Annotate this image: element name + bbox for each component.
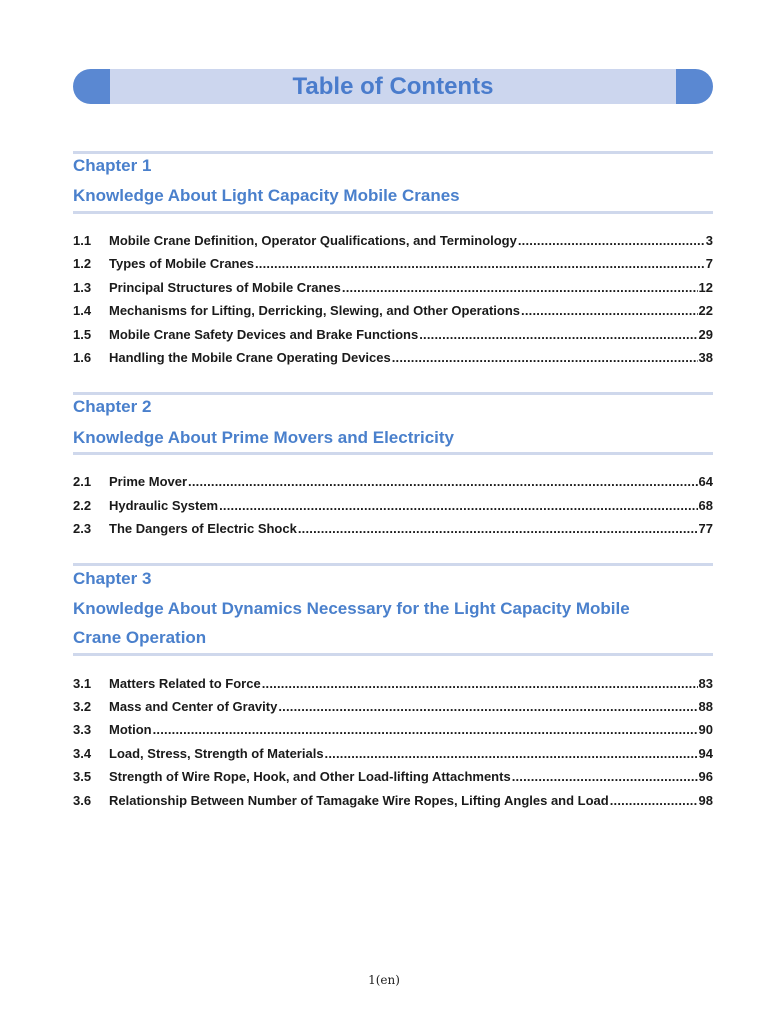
- entry-title: Mass and Center of Gravity: [109, 699, 278, 714]
- entry-page: 64: [698, 474, 713, 489]
- entry-title: Motion: [109, 722, 152, 737]
- entry-page: 29: [698, 327, 713, 342]
- chapter-3-heading: Chapter 3: [73, 569, 152, 588]
- toc-entry-2-3[interactable]: [73, 521, 713, 541]
- chapter-2-bottom-rule: [73, 452, 713, 455]
- page-title: Table of Contents: [292, 73, 494, 100]
- entry-page: 96: [698, 769, 713, 784]
- toc-entry-1-5[interactable]: [73, 327, 713, 347]
- dot-leader: [262, 676, 698, 691]
- chapter-3-subtitle-line-2: Crane Operation: [73, 628, 207, 647]
- entry-number: 3.4: [73, 746, 92, 761]
- dot-leader: [610, 793, 698, 808]
- toc-entry-1-3[interactable]: [73, 280, 713, 300]
- entry-number: 1.4: [73, 303, 92, 318]
- entry-title: Strength of Wire Rope, Hook, and Other Load-lifting Attachments: [109, 769, 511, 784]
- entry-number: 3.6: [73, 793, 92, 808]
- entry-page: 38: [698, 350, 713, 365]
- entry-title: Mobile Crane Definition, Operator Qualifications, and Terminology: [109, 233, 517, 248]
- entry-title: Types of Mobile Cranes: [109, 256, 254, 271]
- dot-leader: [512, 769, 698, 784]
- entry-number: 3.2: [73, 699, 92, 714]
- entry-page: 88: [698, 699, 713, 714]
- dot-leader: [255, 256, 705, 271]
- dot-leader: [325, 746, 698, 761]
- entry-title: Prime Mover: [109, 474, 188, 489]
- toc-entry-2-1[interactable]: [73, 474, 713, 494]
- toc-entry-1-1[interactable]: [73, 233, 713, 253]
- dot-leader: [518, 233, 705, 248]
- entry-page: 77: [698, 521, 713, 536]
- entry-number: 2.3: [73, 521, 92, 536]
- entry-number: 1.3: [73, 280, 92, 295]
- entry-title: Mechanisms for Lifting, Derricking, Slewing, and Other Operations: [109, 303, 521, 318]
- entry-number: 3.1: [73, 676, 92, 691]
- chapter-2-subtitle: Knowledge About Prime Movers and Electricity: [73, 428, 455, 447]
- toc-entry-2-2[interactable]: [73, 498, 713, 518]
- toc-entry-3-5[interactable]: [73, 769, 713, 789]
- chapter-3-subtitle-line-1: Knowledge About Dynamics Necessary for the Light Capacity Mobile: [73, 599, 630, 618]
- entry-title: Mobile Crane Safety Devices and Brake Functions: [109, 327, 419, 342]
- dot-leader: [188, 474, 697, 489]
- dot-leader: [219, 498, 697, 513]
- entry-page: 68: [698, 498, 713, 513]
- toc-entry-1-6[interactable]: [73, 350, 713, 370]
- entry-title: Principal Structures of Mobile Cranes: [109, 280, 341, 295]
- entry-number: 1.5: [73, 327, 92, 342]
- entry-page: 83: [698, 676, 713, 691]
- chapter-1-heading: Chapter 1: [73, 156, 152, 175]
- entry-number: 3.5: [73, 769, 92, 784]
- entry-page: 12: [698, 280, 713, 295]
- chapter-1-bottom-rule: [73, 211, 713, 214]
- entry-title: Hydraulic System: [109, 498, 219, 513]
- toc-entry-1-2[interactable]: [73, 256, 713, 276]
- entry-page: 98: [698, 793, 713, 808]
- entry-title: Matters Related to Force: [109, 676, 261, 691]
- chapter-2-heading: Chapter 2: [73, 397, 152, 416]
- dot-leader: [342, 280, 698, 295]
- entry-title: The Dangers of Electric Shock: [109, 521, 297, 536]
- entry-page: 7: [705, 256, 713, 271]
- chapter-3-bottom-rule: [73, 653, 713, 656]
- entry-number: 1.1: [73, 233, 92, 248]
- entry-page: 90: [698, 722, 713, 737]
- toc-title-banner: [73, 69, 713, 104]
- entry-title: Load, Stress, Strength of Materials: [109, 746, 324, 761]
- entry-number: 1.6: [73, 350, 92, 365]
- entry-title: Handling the Mobile Crane Operating Devices: [109, 350, 391, 365]
- dot-leader: [278, 699, 697, 714]
- entry-page: 22: [698, 303, 713, 318]
- entry-number: 2.1: [73, 474, 92, 489]
- toc-entry-3-4[interactable]: [73, 746, 713, 766]
- entry-page: 94: [698, 746, 713, 761]
- page-number-footer: 1(en): [368, 973, 400, 987]
- dot-leader: [298, 521, 698, 536]
- dot-leader: [392, 350, 698, 365]
- entry-title: Relationship Between Number of Tamagake Wire Ropes, Lifting Angles and Load: [109, 793, 609, 808]
- entry-number: 3.3: [73, 722, 92, 737]
- toc-entry-3-1[interactable]: [73, 676, 713, 696]
- chapter-1-subtitle: Knowledge About Light Capacity Mobile Cranes: [73, 186, 460, 205]
- toc-entry-3-6[interactable]: [73, 793, 713, 813]
- dot-leader: [153, 722, 698, 737]
- dot-leader: [521, 303, 698, 318]
- toc-entry-3-3[interactable]: [73, 722, 713, 742]
- entry-number: 1.2: [73, 256, 92, 271]
- entry-number: 2.2: [73, 498, 92, 513]
- dot-leader: [419, 327, 697, 342]
- entry-page: 3: [705, 233, 713, 248]
- toc-entry-1-4[interactable]: [73, 303, 713, 323]
- toc-entry-3-2[interactable]: [73, 699, 713, 719]
